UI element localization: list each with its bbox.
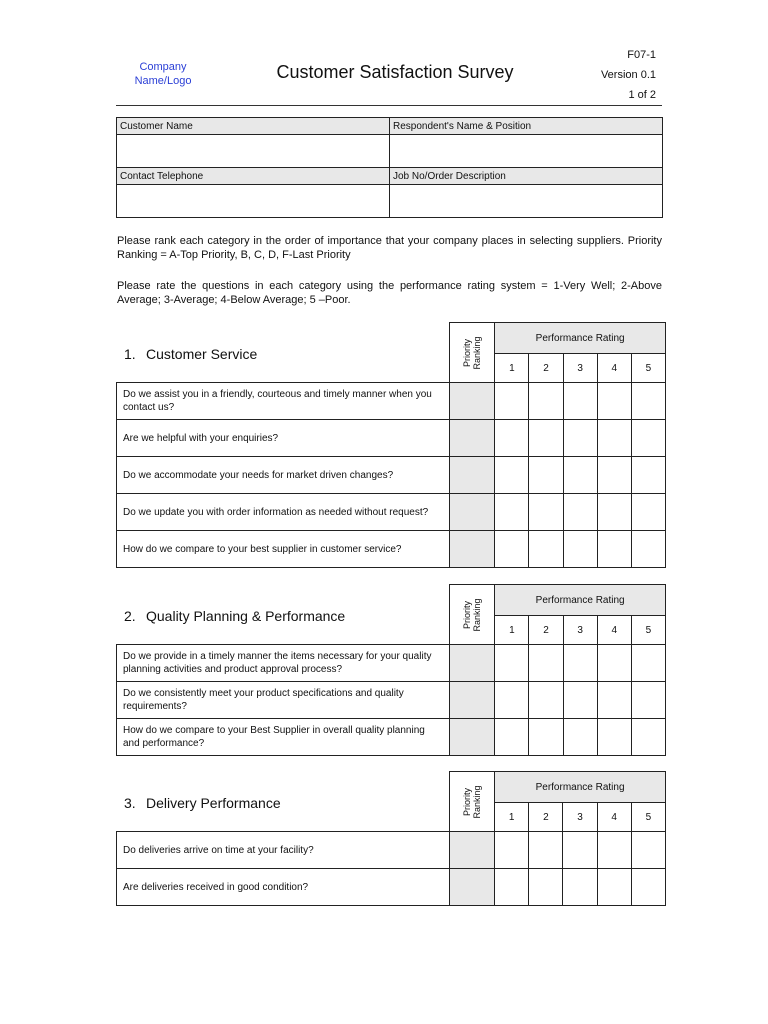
rating-cell-4[interactable]	[597, 531, 631, 568]
rating-column-3: 3	[563, 803, 597, 832]
rating-cell-4[interactable]	[597, 832, 631, 869]
rating-column-3: 3	[563, 616, 597, 645]
section-number: 3.	[124, 795, 136, 811]
rating-cell-2[interactable]	[529, 682, 563, 719]
rating-table	[116, 771, 666, 906]
section-title-text: Customer Service	[146, 346, 258, 362]
priority-ranking-cell[interactable]	[449, 383, 494, 420]
rating-column-5: 5	[631, 354, 665, 383]
section-title-text: Delivery Performance	[146, 795, 281, 811]
performance-rating-header: Performance Rating	[495, 772, 666, 803]
rating-column-5: 5	[631, 803, 665, 832]
question-text: Do we consistently meet your product specifications and quality requirements?	[117, 682, 450, 719]
rating-column-4: 4	[597, 803, 631, 832]
page-title: Customer Satisfaction Survey	[276, 62, 514, 82]
question-text: How do we compare to your Best Supplier in overall quality planning and performance?	[117, 719, 450, 756]
rating-cell-1[interactable]	[495, 832, 529, 869]
respondent-field[interactable]	[390, 135, 663, 168]
rating-cell-4[interactable]	[597, 457, 631, 494]
priority-ranking-cell[interactable]	[449, 531, 494, 568]
rating-cell-4[interactable]	[597, 682, 631, 719]
priority-ranking-cell[interactable]	[449, 457, 494, 494]
rating-cell-5[interactable]	[631, 494, 665, 531]
company-logo-placeholder: Company Name/Logo	[134, 61, 192, 87]
question-row	[117, 645, 666, 682]
rating-instructions: Please rate the questions in each category using the performance rating system = 1-Very Well; 2-Above Average; 3-Average; 4-Below Average; 5 –Poor.	[117, 280, 662, 306]
priority-ranking-label: Priority Ranking	[462, 335, 483, 370]
question-text: Do we update you with order information as needed without request?	[117, 494, 450, 531]
rating-column-2: 2	[529, 803, 563, 832]
priority-ranking-header	[449, 772, 494, 832]
rating-cell-1[interactable]	[495, 869, 529, 906]
question-row	[117, 682, 666, 719]
job-no-field[interactable]	[390, 185, 663, 218]
rating-cell-3[interactable]	[563, 719, 597, 756]
rating-cell-5[interactable]	[631, 869, 665, 906]
rating-cell-2[interactable]	[529, 531, 563, 568]
form-code: F07-1	[627, 49, 656, 61]
rating-cell-5[interactable]	[631, 832, 665, 869]
rating-cell-3[interactable]	[563, 494, 597, 531]
priority-ranking-cell[interactable]	[449, 494, 494, 531]
section-number: 1.	[124, 346, 136, 362]
header-divider	[116, 105, 662, 106]
performance-rating-header: Performance Rating	[495, 323, 666, 354]
ranking-instructions: Please rank each category in the order of importance that your company places in selecting suppliers. Priority Ranking = A-Top Priority, B, C, D, F-Last Priority	[117, 235, 662, 261]
rating-cell-4[interactable]	[597, 383, 631, 420]
rating-cell-4[interactable]	[597, 494, 631, 531]
rating-column-5: 5	[631, 616, 665, 645]
priority-ranking-cell[interactable]	[449, 832, 494, 869]
rating-cell-1[interactable]	[495, 383, 529, 420]
rating-table	[116, 322, 666, 568]
priority-ranking-cell[interactable]	[449, 682, 494, 719]
rating-cell-3[interactable]	[563, 457, 597, 494]
rating-cell-5[interactable]	[631, 531, 665, 568]
rating-cell-3[interactable]	[563, 645, 597, 682]
rating-cell-1[interactable]	[495, 719, 529, 756]
respondent-label: Respondent's Name & Position	[390, 118, 663, 135]
customer-name-field[interactable]	[117, 135, 390, 168]
rating-cell-3[interactable]	[563, 420, 597, 457]
priority-ranking-cell[interactable]	[449, 869, 494, 906]
rating-column-2: 2	[529, 616, 563, 645]
header-spacer	[117, 323, 450, 383]
question-text: Do deliveries arrive on time at your facility?	[117, 832, 450, 869]
question-row	[117, 494, 666, 531]
rating-cell-1[interactable]	[495, 645, 529, 682]
rating-cell-3[interactable]	[563, 869, 597, 906]
header-spacer	[117, 772, 450, 832]
rating-cell-3[interactable]	[563, 682, 597, 719]
question-text: Are deliveries received in good condition?	[117, 869, 450, 906]
rating-cell-2[interactable]	[529, 383, 563, 420]
priority-ranking-cell[interactable]	[449, 420, 494, 457]
rating-cell-2[interactable]	[529, 457, 563, 494]
section-number: 2.	[124, 608, 136, 624]
rating-column-2: 2	[529, 354, 563, 383]
question-row	[117, 531, 666, 568]
rating-column-1: 1	[495, 354, 529, 383]
rating-cell-2[interactable]	[529, 869, 563, 906]
rating-cell-2[interactable]	[529, 832, 563, 869]
rating-cell-5[interactable]	[631, 719, 665, 756]
contact-telephone-label: Contact Telephone	[117, 168, 390, 185]
customer-name-label: Customer Name	[117, 118, 390, 135]
header-spacer	[117, 585, 450, 645]
job-no-label: Job No/Order Description	[390, 168, 663, 185]
rating-column-3: 3	[563, 354, 597, 383]
rating-cell-2[interactable]	[529, 719, 563, 756]
question-text: Do we assist you in a friendly, courteous and timely manner when you contact us?	[117, 383, 450, 420]
performance-rating-header: Performance Rating	[495, 585, 666, 616]
priority-ranking-header	[449, 585, 494, 645]
question-row	[117, 420, 666, 457]
rating-cell-1[interactable]	[495, 457, 529, 494]
rating-cell-1[interactable]	[495, 682, 529, 719]
rating-cell-1[interactable]	[495, 531, 529, 568]
priority-ranking-header	[449, 323, 494, 383]
rating-table	[116, 584, 666, 756]
question-row	[117, 383, 666, 420]
question-row	[117, 719, 666, 756]
section-title-text: Quality Planning & Performance	[146, 608, 346, 624]
rating-cell-1[interactable]	[495, 494, 529, 531]
rating-cell-3[interactable]	[563, 531, 597, 568]
customer-info-table	[116, 117, 663, 218]
question-text: Do we accommodate your needs for market driven changes?	[117, 457, 450, 494]
page-number: 1 of 2	[628, 89, 656, 101]
rating-column-1: 1	[495, 803, 529, 832]
rating-cell-5[interactable]	[631, 682, 665, 719]
rating-cell-5[interactable]	[631, 420, 665, 457]
rating-column-4: 4	[597, 616, 631, 645]
question-row	[117, 869, 666, 906]
rating-cell-4[interactable]	[597, 719, 631, 756]
question-row	[117, 457, 666, 494]
rating-cell-5[interactable]	[631, 457, 665, 494]
rating-cell-2[interactable]	[529, 645, 563, 682]
question-row	[117, 832, 666, 869]
rating-cell-4[interactable]	[597, 869, 631, 906]
rating-cell-1[interactable]	[495, 420, 529, 457]
rating-cell-3[interactable]	[563, 832, 597, 869]
rating-cell-4[interactable]	[597, 645, 631, 682]
question-text: Are we helpful with your enquiries?	[117, 420, 450, 457]
rating-cell-2[interactable]	[529, 494, 563, 531]
rating-cell-3[interactable]	[563, 383, 597, 420]
priority-ranking-label: Priority Ranking	[462, 597, 483, 632]
rating-cell-5[interactable]	[631, 383, 665, 420]
rating-column-4: 4	[597, 354, 631, 383]
question-text: Do we provide in a timely manner the items necessary for your quality planning activities and product approval process?	[117, 645, 450, 682]
priority-ranking-cell[interactable]	[449, 719, 494, 756]
priority-ranking-label: Priority Ranking	[461, 784, 482, 819]
rating-cell-5[interactable]	[631, 645, 665, 682]
version-label: Version 0.1	[600, 69, 656, 81]
rating-cell-4[interactable]	[597, 420, 631, 457]
rating-column-1: 1	[495, 616, 529, 645]
question-text: How do we compare to your best supplier in customer service?	[117, 531, 450, 568]
rating-cell-2[interactable]	[529, 420, 563, 457]
priority-ranking-cell[interactable]	[449, 645, 494, 682]
contact-telephone-field[interactable]	[117, 185, 390, 218]
